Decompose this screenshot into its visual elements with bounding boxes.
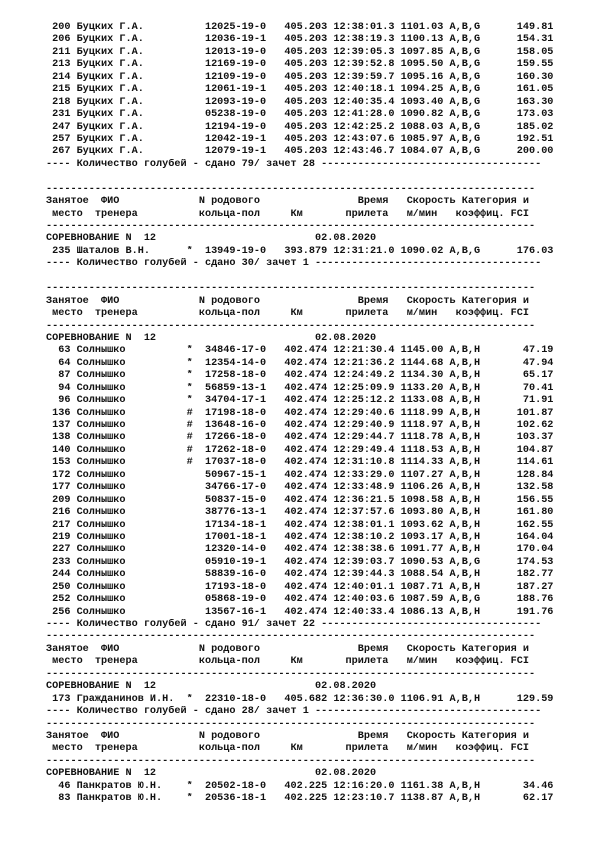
header-line: Занятое ФИО N родового Время Скорость Категория и bbox=[46, 196, 529, 208]
record-line: 211 Буцких Г.А. 12013-19-0 405.203 12:39:05.3 1097.85 A,B,G 158.05 bbox=[46, 46, 554, 58]
record-line: 256 Солнышко 13567-16-1 402.474 12:40:33.4 1086.13 A,B,H 191.76 bbox=[46, 606, 554, 618]
divider-line: -------------------------------------------------------------------------------- bbox=[46, 718, 536, 730]
divider-line: -------------------------------------------------------------------------------- bbox=[46, 755, 536, 767]
record-line: 235 Шаталов В.Н. * 13949-19-0 393.879 12:31:21.0 1090.02 A,B,G 176.03 bbox=[46, 245, 554, 257]
record-line: 96 Солнышко * 34704-17-1 402.474 12:25:12.2 1133.08 A,B,H 71.91 bbox=[46, 395, 554, 407]
competition-line: СОРЕВНОВАНИЕ N 12 02.08.2020 bbox=[46, 332, 377, 344]
record-line: 252 Солнышко 05868-19-0 402.474 12:40:03.6 1087.59 A,B,G 188.76 bbox=[46, 594, 554, 606]
record-line: 153 Солнышко # 17037-18-0 402.474 12:31:10.8 1114.33 A,B,H 114.61 bbox=[46, 457, 554, 469]
header-line: Занятое ФИО N родового Время Скорость Категория и bbox=[46, 295, 529, 307]
record-line: 200 Буцких Г.А. 12025-19-0 405.203 12:38:01.3 1101.03 A,B,G 149.81 bbox=[46, 22, 554, 33]
record-line: 227 Солнышко 12320-14-0 402.474 12:38:38.6 1091.77 A,B,H 170.04 bbox=[46, 544, 554, 556]
record-line: 136 Солнышко # 17198-18-0 402.474 12:29:40.6 1118.99 A,B,H 101.87 bbox=[46, 407, 554, 419]
summary-line: ---- Количество голубей - сдано 30/ зачет 1 ------------------------------------- bbox=[46, 258, 542, 270]
header-line: Занятое ФИО N родового Время Скорость Категория и bbox=[46, 730, 529, 742]
record-line: 217 Солнышко 17134-18-1 402.474 12:38:01.1 1093.62 A,B,H 162.55 bbox=[46, 519, 554, 531]
divider-line: -------------------------------------------------------------------------------- bbox=[46, 183, 536, 195]
summary-line: ---- Количество голубей - сдано 79/ зачет 28 ------------------------------------ bbox=[46, 158, 542, 170]
record-line: 87 Солнышко * 17258-18-0 402.474 12:24:49.2 1134.30 A,B,H 65.17 bbox=[46, 370, 554, 382]
competition-line: СОРЕВНОВАНИЕ N 12 02.08.2020 bbox=[46, 681, 377, 693]
divider-line: -------------------------------------------------------------------------------- bbox=[46, 668, 536, 680]
record-line: 64 Солнышко * 12354-14-0 402.474 12:21:36.2 1144.68 A,B,H 47.94 bbox=[46, 357, 554, 369]
record-line: 206 Буцких Г.А. 12036-19-1 405.203 12:38:19.3 1100.13 A,B,G 154.31 bbox=[46, 34, 554, 46]
record-line: 172 Солнышко 50967-15-1 402.474 12:33:29.0 1107.27 A,B,H 128.84 bbox=[46, 469, 554, 481]
summary-line: ---- Количество голубей - сдано 91/ зачет 22 ------------------------------------ bbox=[46, 619, 542, 630]
record-line: 209 Солнышко 50837-15-0 402.474 12:36:21.5 1098.58 A,B,H 156.55 bbox=[46, 494, 554, 506]
record-line: 46 Панкратов Ю.Н. * 20502-18-0 402.225 12:16:20.0 1161.38 A,B,H 34.46 bbox=[46, 780, 554, 792]
results-section bbox=[46, 22, 594, 171]
record-line: 250 Солнышко 17193-18-0 402.474 12:40:01.1 1087.71 A,B,H 187.27 bbox=[46, 581, 554, 593]
divider-line: -------------------------------------------------------------------------------- bbox=[46, 221, 536, 232]
record-line: 231 Буцких Г.А. 05238-19-0 405.203 12:41:28.0 1090.82 A,B,G 173.03 bbox=[46, 109, 554, 121]
record-line: 83 Панкратов Ю.Н. * 20536-18-1 402.225 12:23:10.7 1138.87 A,B,H 62.17 bbox=[46, 793, 554, 805]
divider-line: -------------------------------------------------------------------------------- bbox=[46, 631, 536, 643]
summary-line: ---- Количество голубей - сдано 28/ зачет 1 ------------------------------------- bbox=[46, 706, 542, 718]
record-line: 138 Солнышко # 17266-18-0 402.474 12:29:44.7 1118.78 A,B,H 103.37 bbox=[46, 432, 554, 444]
section-gap bbox=[46, 271, 594, 283]
results-document bbox=[46, 22, 594, 806]
record-line: 63 Солнышко * 34846-17-0 402.474 12:21:30.4 1145.00 A,B,H 47.19 bbox=[46, 345, 554, 357]
record-line: 247 Буцких Г.А. 12194-19-0 405.203 12:42:25.2 1088.03 A,B,G 185.02 bbox=[46, 121, 554, 133]
record-line: 213 Буцких Г.А. 12169-19-0 405.203 12:39:52.8 1095.50 A,B,G 159.55 bbox=[46, 59, 554, 71]
results-section bbox=[46, 283, 594, 805]
record-line: 219 Солнышко 17001-18-1 402.474 12:38:10.2 1093.17 A,B,H 164.04 bbox=[46, 531, 554, 543]
header-line: Занятое ФИО N родового Время Скорость Категория и bbox=[46, 643, 529, 655]
record-line: 233 Солнышко 05910-19-1 402.474 12:39:03.7 1090.53 A,B,G 174.53 bbox=[46, 556, 554, 568]
record-line: 177 Солнышко 34766-17-0 402.474 12:33:48.9 1106.26 A,B,H 132.58 bbox=[46, 482, 554, 494]
record-line: 94 Солнышко * 56859-13-1 402.474 12:25:09.9 1133.20 A,B,H 70.41 bbox=[46, 382, 554, 394]
record-line: 173 Гражданинов И.Н. * 22310-18-0 405.682 12:36:30.0 1106.91 A,B,H 129.59 bbox=[46, 693, 554, 705]
record-line: 215 Буцких Г.А. 12061-19-1 405.203 12:40:18.1 1094.25 A,B,G 161.05 bbox=[46, 84, 554, 96]
record-line: 214 Буцких Г.А. 12109-19-0 405.203 12:39:59.7 1095.16 A,B,G 160.30 bbox=[46, 71, 554, 83]
header-line: место тренера кольца-пол Км прилета м/мин коэффиц. FCI bbox=[46, 656, 529, 668]
record-line: 257 Буцких Г.А. 12042-19-1 405.203 12:43:07.6 1085.97 A,B,G 192.51 bbox=[46, 133, 554, 145]
record-line: 218 Буцких Г.А. 12093-19-0 405.203 12:40:35.4 1093.40 A,B,G 163.30 bbox=[46, 96, 554, 108]
record-line: 140 Солнышко # 17262-18-0 402.474 12:29:49.4 1118.53 A,B,H 104.87 bbox=[46, 444, 554, 456]
header-line: место тренера кольца-пол Км прилета м/мин коэффиц. FCI bbox=[46, 308, 529, 320]
record-line: 267 Буцких Г.А. 12079-19-1 405.203 12:43:46.7 1084.07 A,B,G 200.00 bbox=[46, 146, 554, 158]
competition-line: СОРЕВНОВАНИЕ N 12 02.08.2020 bbox=[46, 233, 377, 245]
record-line: 216 Солнышко 38776-13-1 402.474 12:37:57.6 1093.80 A,B,H 161.80 bbox=[46, 507, 554, 519]
competition-line: СОРЕВНОВАНИЕ N 12 02.08.2020 bbox=[46, 768, 377, 780]
header-line: место тренера кольца-пол Км прилета м/мин коэффиц. FCI bbox=[46, 208, 529, 220]
results-section bbox=[46, 184, 594, 271]
header-line: место тренера кольца-пол Км прилета м/мин коэффиц. FCI bbox=[46, 743, 529, 755]
record-line: 137 Солнышко # 13648-16-0 402.474 12:29:40.9 1118.97 A,B,H 102.62 bbox=[46, 420, 554, 431]
section-gap bbox=[46, 171, 594, 183]
divider-line: -------------------------------------------------------------------------------- bbox=[46, 320, 536, 332]
divider-line: -------------------------------------------------------------------------------- bbox=[46, 283, 536, 295]
record-line: 244 Солнышко 58839-16-0 402.474 12:39:44.3 1088.54 A,B,H 182.77 bbox=[46, 569, 554, 581]
